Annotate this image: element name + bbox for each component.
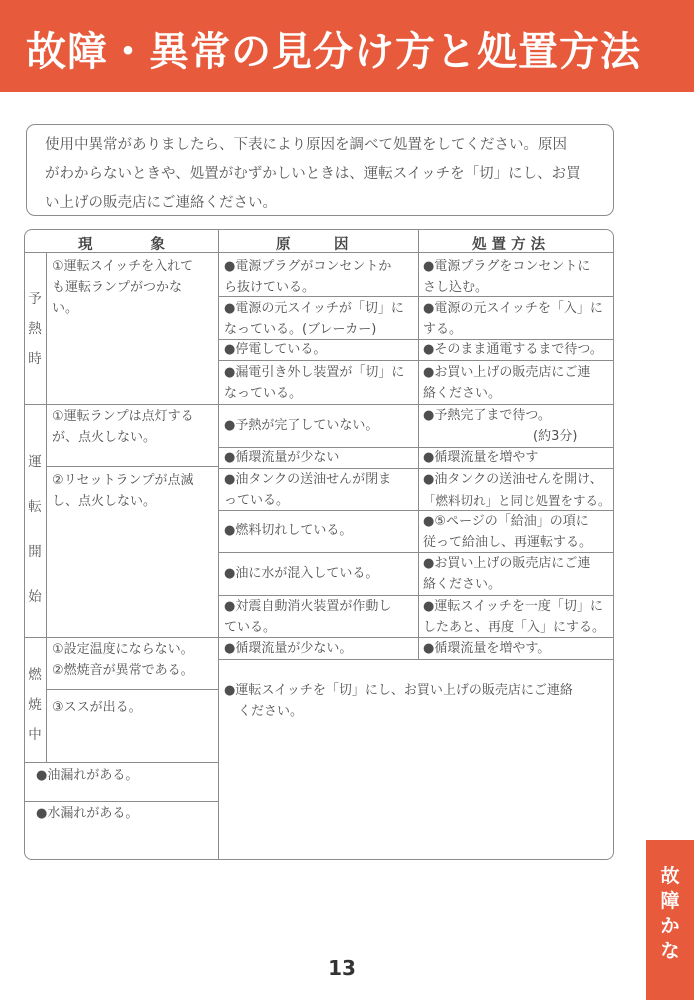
side-tab-char: か: [660, 915, 680, 937]
remedy-cell: ●お買い上げの販売店にご連 絡ください。: [423, 365, 591, 401]
table-divider: [24, 762, 218, 763]
intro-line: 使用中異常がありましたら、下表により原因を調べて処置をしてください。原因: [45, 137, 567, 153]
side-tab-char: な: [660, 940, 680, 962]
category-burning: 燃 焼 中: [28, 667, 42, 743]
cause-cell: ●電源の元スイッチが「切」に なっている。(ブレーカー): [224, 301, 404, 337]
remedy-cell: ●運転スイッチを一度「切」に したあと、再度「入」にする。: [423, 599, 606, 635]
table-divider: [46, 466, 218, 467]
category-start: 運 転 開 始: [28, 454, 42, 605]
cause-cell: ●予熱が完了していない。: [224, 418, 379, 433]
remedy-merged-cell: ●運転スイッチを「切」にし、お買い上げの販売店にご連絡 ください。: [224, 683, 573, 719]
cause-cell: ●電源プラグがコンセントか ら抜けている。: [224, 259, 392, 295]
header-symptom: 現 象: [78, 237, 165, 253]
table-divider: [46, 252, 47, 762]
remedy-cell: ●電源プラグをコンセントに さし込む。: [423, 259, 591, 295]
symptom-cell: ①設定温度にならない。: [52, 642, 194, 657]
cause-cell: ●油タンクの送油せんが閉ま っている。: [224, 472, 392, 508]
chapter-side-tab: [646, 840, 694, 1000]
table-divider: [46, 689, 218, 690]
symptom-cell: ①運転ランプは点灯する が、点火しない。: [52, 409, 194, 445]
cause-cell: ●対震自動消火装置が作動し ている。: [224, 599, 392, 635]
cause-cell: ●停電している。: [224, 342, 327, 357]
page-number: 13: [328, 956, 356, 980]
title-bar: [0, 0, 694, 92]
remedy-cell: ●予熱完了まで待つ。 (約3分): [423, 408, 578, 444]
cause-cell: ●循環流量が少ない。: [224, 641, 353, 656]
table-divider: [218, 229, 219, 860]
remedy-cell: ●⑤ページの「給油」の項に 従って給油し、再運転する。: [423, 514, 593, 550]
remedy-cell: ●お買い上げの販売店にご連 絡ください。: [423, 556, 591, 592]
symptom-cell: ②燃焼音が異常である。: [52, 663, 194, 678]
side-tab-char: 故: [660, 865, 680, 887]
side-tab-char: 障: [660, 890, 680, 912]
remedy-cell: ●循環流量を増やす: [423, 450, 539, 465]
cause-cell: ●燃料切れしている。: [224, 523, 353, 538]
header-cause: 原 因: [276, 237, 349, 253]
symptom-cell: ●油漏れがある。: [36, 768, 139, 783]
symptom-cell: ●水漏れがある。: [36, 806, 139, 821]
remedy-cell: ●油タンクの送油せんを開け、 「燃料切れ」と同じ処置をする。: [423, 472, 611, 508]
header-remedy: 処 置 方 法: [472, 237, 546, 253]
symptom-cell: ①運転スイッチを入れて も運転ランプがつかな い。: [52, 259, 194, 316]
cause-cell: ●循環流量が少ない: [224, 450, 340, 465]
page-title: 故障・異常の見分け方と処置方法: [26, 29, 641, 75]
cause-cell: ●漏電引き外し装置が「切」に なっている。: [224, 365, 405, 401]
cause-cell: ●油に水が混入している。: [224, 566, 379, 581]
category-preheat: 予 熱 時: [28, 291, 42, 367]
remedy-cell: ●電源の元スイッチを「入」に する。: [423, 301, 603, 337]
symptom-cell: ③ススが出る。: [52, 700, 142, 715]
remedy-cell: ●そのまま通電するまで待つ。: [423, 342, 603, 357]
remedy-cell: ●循環流量を増やす。: [423, 641, 551, 656]
table-divider: [218, 659, 614, 660]
intro-box: [26, 124, 614, 216]
intro-line: がわからないときや、処置がむずかしいときは、運転スイッチを「切」にし、お買: [45, 166, 581, 182]
intro-line: い上げの販売店にご連絡ください。: [45, 195, 277, 211]
symptom-cell: ②リセットランプが点滅 し、点火しない。: [52, 473, 194, 509]
